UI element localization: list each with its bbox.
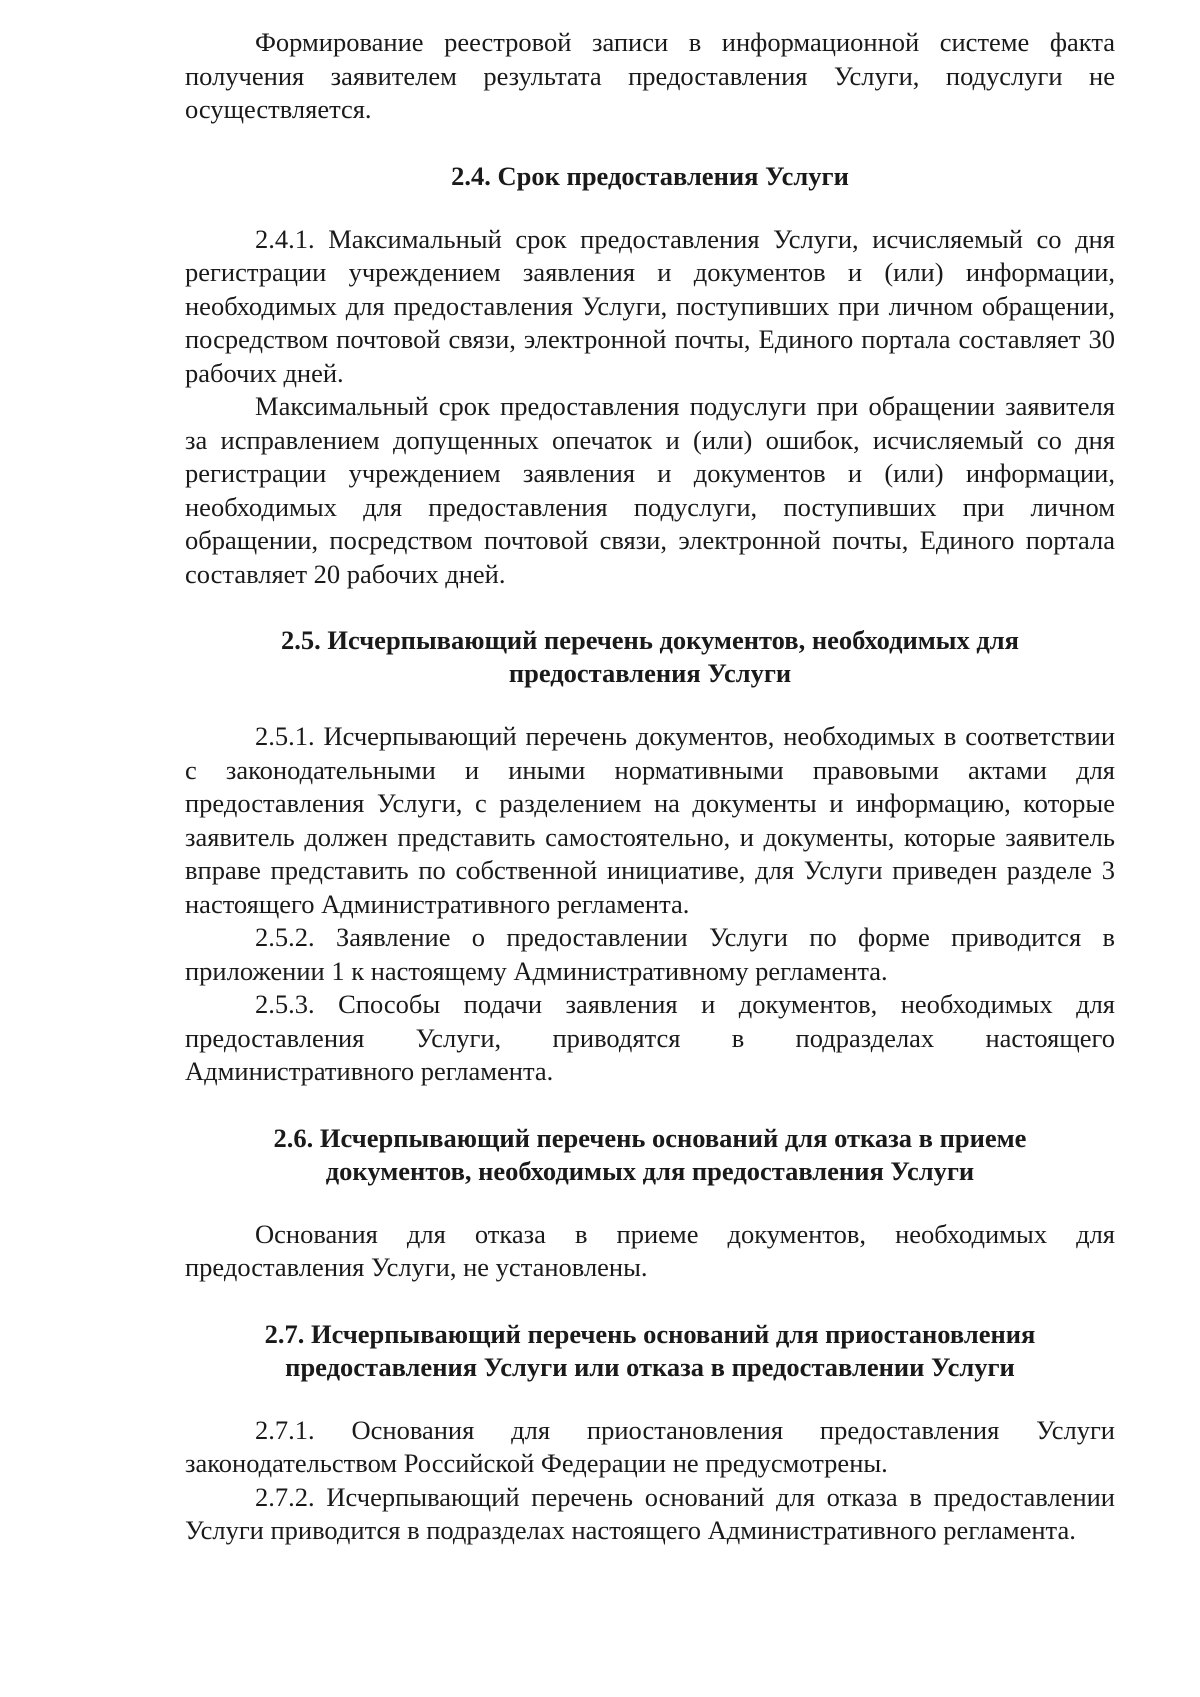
section-2-4-heading: 2.4. Срок предоставления Услуги: [451, 160, 849, 191]
section-2-7-heading: [185, 1318, 1115, 1384]
paragraph-2-5-2: 2.5.2. Заявление о предоставлении Услуги по форме приводится в приложении 1 к настоящему Административному регламента.: [185, 922, 1115, 986]
paragraph-2-7-1: 2.7.1. Основания для приостановления предоставления Услуги законодательством Российской Федерации не предусмотрены.: [185, 1414, 1115, 1478]
paragraph-2-5-1: 2.5.1. Исчерпывающий перечень документов, необходимых в соответствии с законодательными и иными нормативными правовыми актами для предоставления Услуги, с разделением на документы и информацию, которые заявитель должен представить самостоятельно, и документы, которые заявитель вправе представить по собственной инициативе, для Услуги приведен разделе 3 настоящего Административного регламента.: [185, 721, 1115, 919]
paragraph-2-5-3: 2.5.3. Способы подачи заявления и документов, необходимых для предоставления Услуги, приводятся в подразделах настоящего Административного регламента.: [185, 989, 1115, 1086]
intro-paragraph: Формирование реестровой записи в информационной системе факта получения заявителем результата предоставления Услуги, подуслуги не осуществляется.: [185, 27, 1115, 124]
paragraph-2-6: Основания для отказа в приеме документов, необходимых для предоставления Услуги, не установлены.: [185, 1218, 1115, 1282]
section-2-6-heading-line-1: 2.6. Исчерпывающий перечень оснований для отказа в приеме: [273, 1122, 1027, 1153]
paragraph-2-4-1: 2.4.1. Максимальный срок предоставления Услуги, исчисляемый со дня регистрации учреждением заявления и документов и (или) информации, необходимых для предоставления Услуги, поступивших при личном обращении, посредством почтовой связи, электронной почты, Единого портала составляет 30 рабочих дней.: [185, 223, 1115, 388]
section-2-7-heading-line-2: предоставления Услуги или отказа в предоставлении Услуги: [285, 1351, 1015, 1382]
section-2-5-heading-line-2: предоставления Услуги: [508, 658, 792, 688]
section-2-7-heading-line-1: 2.7. Исчерпывающий перечень оснований для приостановления: [264, 1318, 1036, 1349]
document-page: [185, 26, 1115, 1548]
section-2-6-heading: [185, 1122, 1115, 1188]
section-2-5-heading-line-1: 2.5. Исчерпывающий перечень документов, необходимых для: [281, 625, 1019, 655]
paragraph-2-7-2: 2.7.2. Исчерпывающий перечень оснований для отказа в предоставлении Услуги приводится в подразделах настоящего Административного регламента.: [185, 1481, 1115, 1545]
section-2-5-heading: [185, 624, 1115, 690]
section-2-6-heading-line-2: документов, необходимых для предоставления Услуги: [325, 1155, 975, 1186]
paragraph-2-4-subservice: Максимальный срок предоставления подуслуги при обращении заявителя за исправлением допущенных опечаток и (или) ошибок, исчисляемый со дня регистрации учреждением заявления и документов и (или) информации, необходимых для предоставления подуслуги, поступивших при личном обращении, посредством почтовой связи, электронной почты, Единого портала составляет 20 рабочих дней.: [185, 391, 1115, 589]
